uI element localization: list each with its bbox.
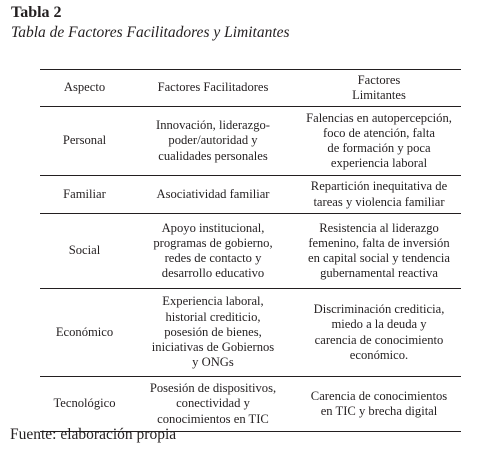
aspect-cell: Tecnológico bbox=[40, 377, 129, 432]
facilitators-cell: Posesión de dispositivos, conectividad y conocimientos en TIC bbox=[129, 377, 297, 432]
aspect-cell: Económico bbox=[40, 289, 129, 377]
header-limitants: Factores Limitantes bbox=[297, 70, 461, 107]
limitants-cell: Falencias en autopercepción, foco de atención, falta de formación y poca experiencia laboral bbox=[297, 107, 461, 176]
header-row bbox=[40, 70, 461, 107]
table-title: Tabla de Factores Facilitadores y Limitantes bbox=[11, 24, 290, 41]
factors-table bbox=[40, 69, 461, 432]
aspect-cell: Social bbox=[40, 214, 129, 289]
limitants-cell: Repartición inequitativa de tareas y violencia familiar bbox=[297, 176, 461, 214]
facilitators-cell: Experiencia laboral, historial crediticio, posesión de bienes, iniciativas de Gobiernos y ONGs bbox=[129, 289, 297, 377]
aspect-cell: Personal bbox=[40, 107, 129, 176]
facilitators-cell: Asociatividad familiar bbox=[129, 176, 297, 214]
aspect-cell: Familiar bbox=[40, 176, 129, 214]
table-row bbox=[40, 107, 461, 176]
header-facilitators: Factores Facilitadores bbox=[129, 70, 297, 107]
table-row bbox=[40, 289, 461, 377]
table-row bbox=[40, 176, 461, 214]
limitants-cell: Resistencia al liderazgo femenino, falta de inversión en capital social y tendencia gubernamental reactiva bbox=[297, 214, 461, 289]
table-row bbox=[40, 214, 461, 289]
facilitators-cell: Innovación, liderazgo- poder/autoridad y cualidades personales bbox=[129, 107, 297, 176]
limitants-cell: Discriminación crediticia, miedo a la deuda y carencia de conocimiento económico. bbox=[297, 289, 461, 377]
limitants-cell: Carencia de conocimientos en TIC y brecha digital bbox=[297, 377, 461, 432]
facilitators-cell: Apoyo institucional, programas de gobierno, redes de contacto y desarrollo educativo bbox=[129, 214, 297, 289]
table-source: Fuente: elaboración propia bbox=[10, 426, 177, 443]
table-label: Tabla 2 bbox=[11, 4, 62, 21]
header-aspect: Aspecto bbox=[40, 70, 129, 107]
table-row bbox=[40, 377, 461, 432]
